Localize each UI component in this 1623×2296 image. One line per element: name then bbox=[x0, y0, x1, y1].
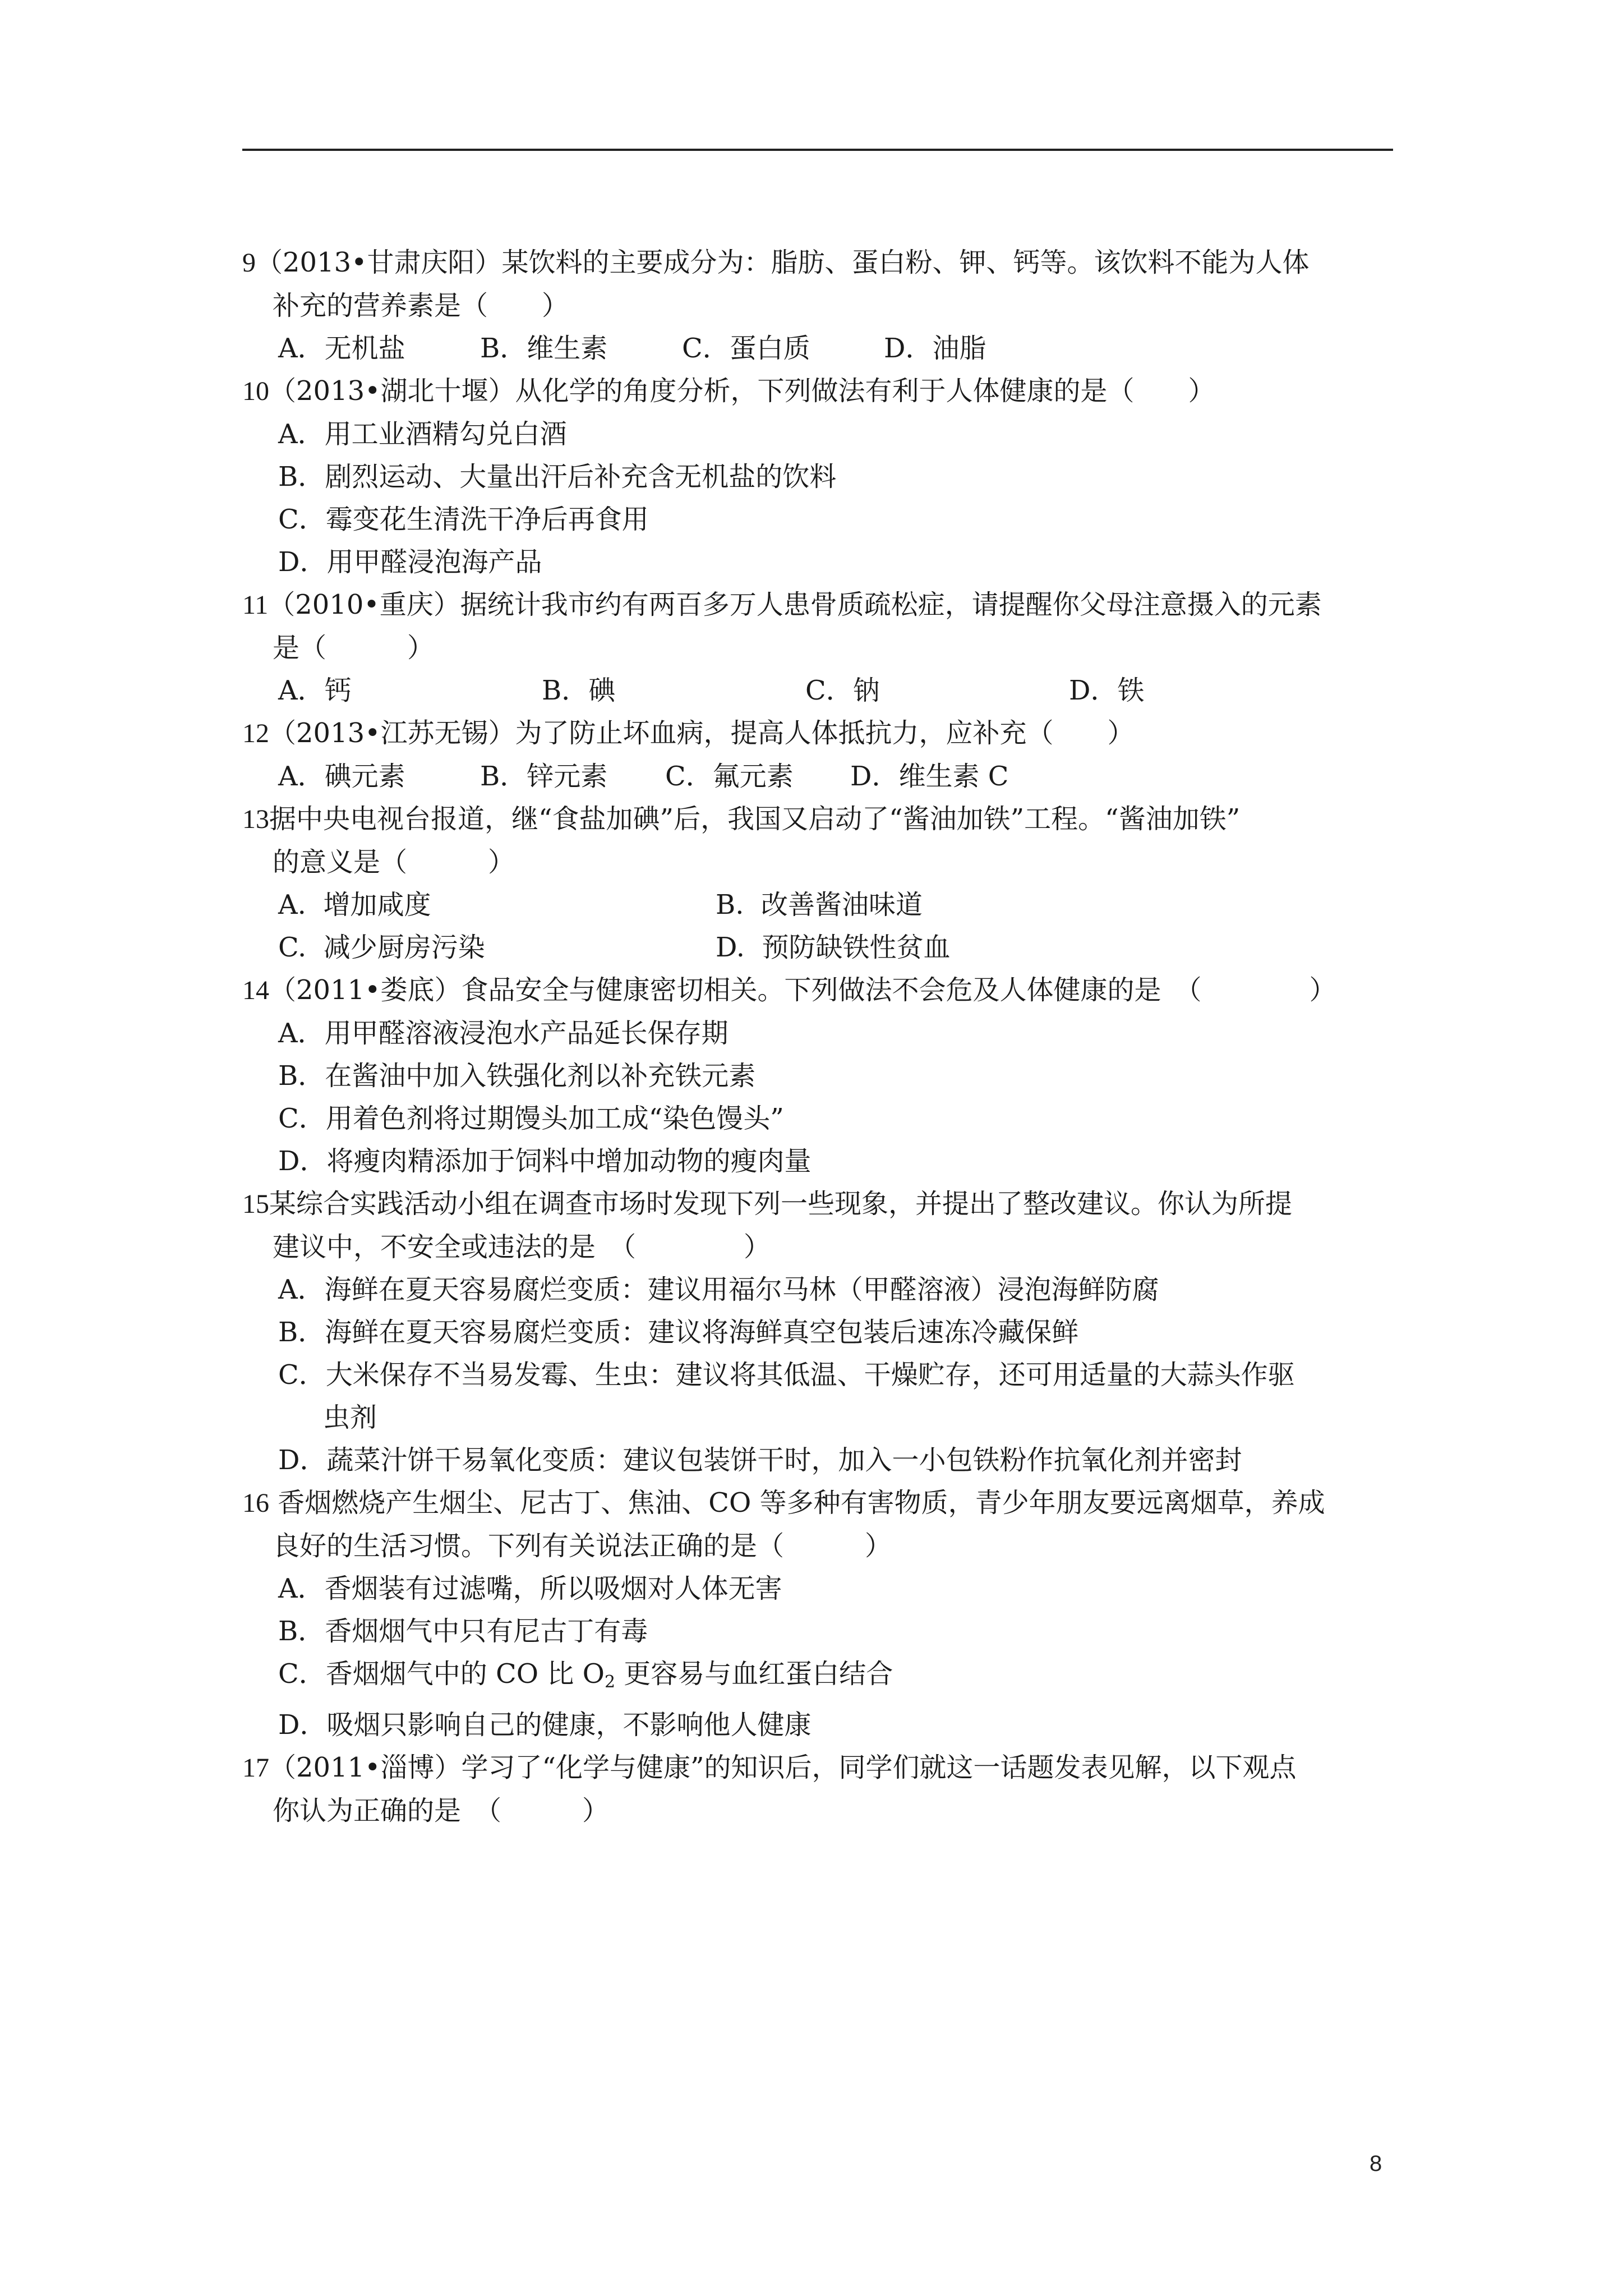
option-d: D．用甲醛浸泡海产品 bbox=[278, 546, 542, 578]
question-number: 14 bbox=[242, 976, 269, 1005]
option-c: C．蛋白质 bbox=[682, 333, 810, 364]
question-9 bbox=[242, 241, 1398, 327]
option-d: D．将瘦肉精添加于饲料中增加动物的瘦肉量 bbox=[278, 1145, 811, 1177]
option-a: A. 增加咸度 bbox=[278, 889, 431, 921]
option-c: C. 减少厨房污染 bbox=[278, 932, 485, 963]
options-11 bbox=[242, 669, 1398, 712]
question-stem: （2013•湖北十堰）从化学的角度分析，下列做法有利于人体健康的是（ ） bbox=[269, 375, 1215, 407]
option-a: A．无机盐 bbox=[278, 333, 405, 364]
option-c-text: C．香烟烟气中的 CO 比 O bbox=[278, 1658, 605, 1690]
options-9 bbox=[242, 327, 1398, 370]
question-stem: （2010•重庆）据统计我市约有两百多万人患骨质疏松症，请提醒你父母注意摄入的元素 bbox=[268, 589, 1322, 620]
option-c: C．用着色剂将过期馒头加工成“染色馒头” bbox=[278, 1103, 784, 1134]
question-number: 16 bbox=[242, 1488, 269, 1518]
question-13 bbox=[242, 798, 1398, 884]
question-number: 12 bbox=[242, 719, 269, 748]
question-stem-cont: 良好的生活习惯。下列有关说法正确的是（ ） bbox=[273, 1530, 892, 1562]
question-stem-cont: 是（ ） bbox=[273, 632, 435, 664]
question-11 bbox=[242, 583, 1398, 669]
option-d: D．维生素 C bbox=[850, 761, 1009, 792]
option-c-cont: 虫剂 bbox=[323, 1402, 377, 1433]
question-number: 11 bbox=[242, 590, 269, 620]
option-d: D．吸烟只影响自己的健康，不影响他人健康 bbox=[278, 1709, 811, 1741]
option-b: B．香烟烟气中只有尼古丁有毒 bbox=[278, 1616, 648, 1647]
option-c bbox=[278, 1653, 1398, 1704]
subscript: 2 bbox=[604, 1672, 616, 1692]
option-d: D．铁 bbox=[1069, 675, 1145, 706]
option-b: B．碘 bbox=[542, 675, 616, 706]
option-b: B. 改善酱油味道 bbox=[716, 889, 923, 921]
question-stem-cont: 你认为正确的是 （ ） bbox=[273, 1795, 610, 1826]
option-c: C．霉变花生清洗干净后再食用 bbox=[278, 504, 649, 535]
question-stem-cont: 建议中，不安全或违法的是 （ ） bbox=[273, 1231, 771, 1263]
question-list bbox=[242, 241, 1398, 1832]
options-13 bbox=[242, 884, 1398, 969]
question-10 bbox=[242, 370, 1398, 413]
question-stem: 香烟燃烧产生烟尘、尼古丁、焦油、CO 等多种有害物质，青少年朋友要远离烟草，养成 bbox=[278, 1487, 1325, 1519]
options-15 bbox=[242, 1268, 1398, 1481]
question-stem: （2013•江苏无锡）为了防止坏血病，提高人体抵抗力，应补充（ ） bbox=[269, 717, 1135, 749]
option-a: A．香烟装有过滤嘴，所以吸烟对人体无害 bbox=[278, 1573, 782, 1604]
question-number: 10 bbox=[242, 376, 269, 406]
option-c: C．氟元素 bbox=[665, 761, 794, 792]
options-10 bbox=[242, 413, 1398, 583]
question-stem-cont: 的意义是（ ） bbox=[273, 846, 515, 878]
option-b: B．剧烈运动、大量出汗后补充含无机盐的饮料 bbox=[278, 461, 837, 493]
question-16 bbox=[242, 1481, 1398, 1567]
question-number: 17 bbox=[242, 1753, 269, 1783]
option-c: C．大米保存不当易发霉、生虫：建议将其低温、干燥贮存，还可用适量的大蒜头作驱 bbox=[278, 1359, 1295, 1391]
question-number: 13 bbox=[242, 804, 269, 834]
question-number: 15 bbox=[242, 1189, 269, 1219]
option-a: A．用工业酒精勾兑白酒 bbox=[278, 418, 567, 450]
page-number: 8 bbox=[1370, 2151, 1382, 2176]
option-b: B．在酱油中加入铁强化剂以补充铁元素 bbox=[278, 1060, 756, 1092]
option-d: D．蔬菜汁饼干易氧化变质：建议包装饼干时，加入一小包铁粉作抗氧化剂并密封 bbox=[278, 1444, 1242, 1476]
option-a: A．海鲜在夏天容易腐烂变质：建议用福尔马林（甲醛溶液）浸泡海鲜防腐 bbox=[278, 1274, 1159, 1305]
question-stem: （2011•娄底）食品安全与健康密切相关。下列做法不会危及人体健康的是 （ ） bbox=[269, 974, 1336, 1006]
option-a: A．钙 bbox=[278, 675, 352, 706]
header-rule bbox=[242, 149, 1393, 151]
question-stem: 某综合实践活动小组在调查市场时发现下列一些现象，并提出了整改建议。你认为所提 bbox=[269, 1188, 1293, 1220]
question-stem-cont: 补充的营养素是（ ） bbox=[273, 290, 569, 321]
options-14 bbox=[242, 1012, 1398, 1182]
options-16 bbox=[242, 1567, 1398, 1746]
option-b: B．锌元素 bbox=[480, 761, 608, 792]
question-15 bbox=[242, 1182, 1398, 1268]
options-12 bbox=[242, 755, 1398, 798]
option-c-tail: 更容易与血红蛋白结合 bbox=[615, 1658, 893, 1690]
option-b: B．维生素 bbox=[480, 333, 608, 364]
question-14 bbox=[242, 969, 1398, 1012]
question-stem: 据中央电视台报道，继“食盐加碘”后，我国又启动了“酱油加铁”工程。“酱油加铁” bbox=[269, 803, 1241, 835]
question-stem: （2011•淄博）学习了“化学与健康”的知识后，同学们就这一话题发表见解，以下观点 bbox=[269, 1752, 1297, 1783]
option-a: A．碘元素 bbox=[278, 761, 405, 792]
option-d: D. 预防缺铁性贫血 bbox=[716, 932, 951, 963]
question-stem: （2013•甘肃庆阳）某饮料的主要成分为：脂肪、蛋白粉、钾、钙等。该饮料不能为人体 bbox=[256, 247, 1310, 278]
question-12 bbox=[242, 712, 1398, 755]
option-c: C．钠 bbox=[805, 675, 880, 706]
question-17 bbox=[242, 1746, 1398, 1832]
question-number: 9 bbox=[242, 248, 256, 278]
option-a: A．用甲醛溶液浸泡水产品延长保存期 bbox=[278, 1018, 728, 1049]
option-d: D．油脂 bbox=[884, 333, 986, 364]
option-b: B．海鲜在夏天容易腐烂变质：建议将海鲜真空包装后速冻冷藏保鲜 bbox=[278, 1317, 1079, 1348]
